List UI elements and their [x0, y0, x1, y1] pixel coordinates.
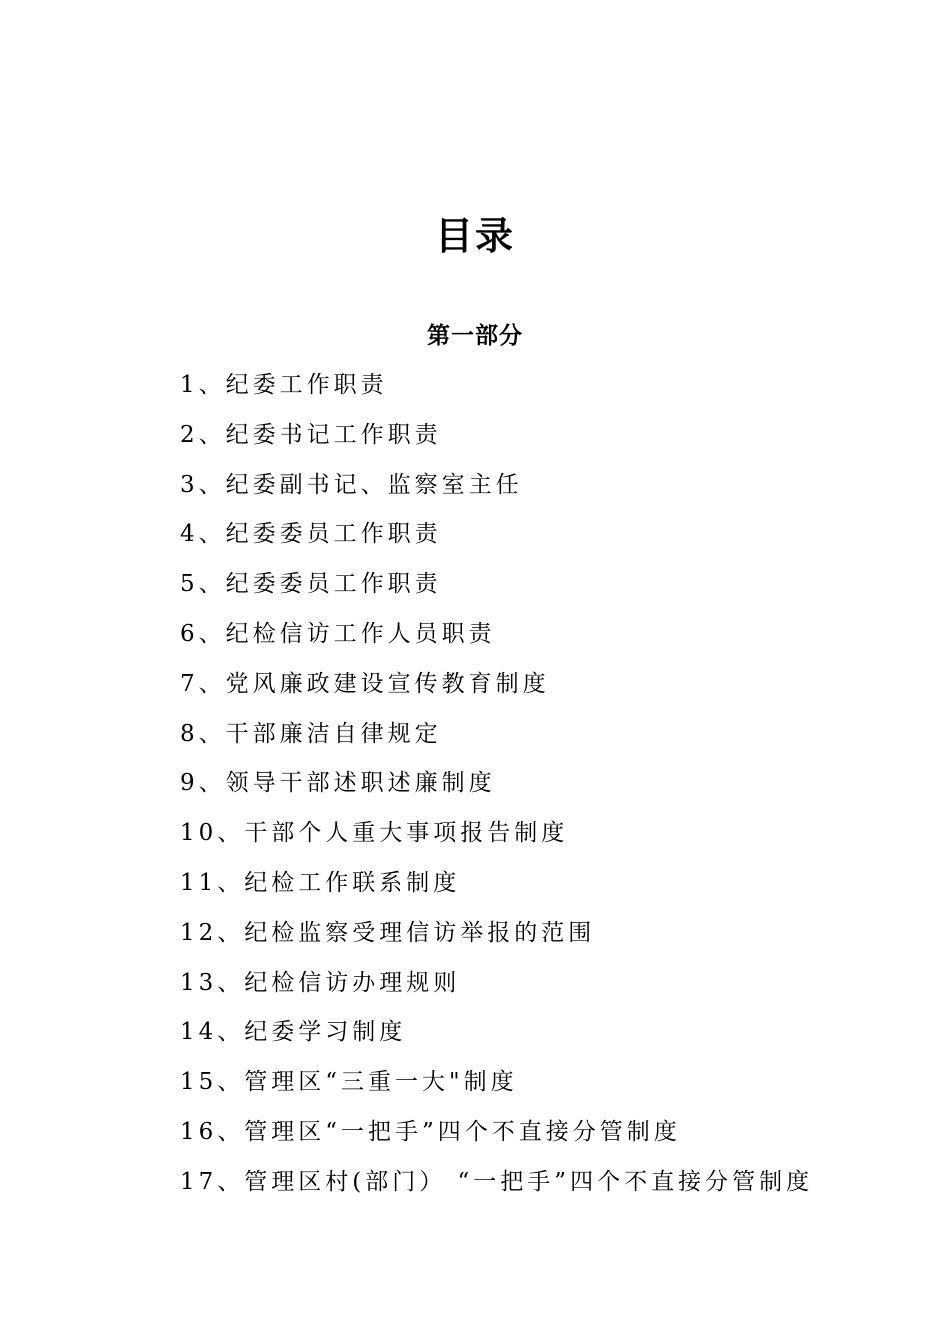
- section-heading: 第一部分: [427, 323, 523, 349]
- toc-item-2: 2、纪委书记工作职责: [180, 421, 442, 448]
- toc-item-7: 7、党风廉政建设宣传教育制度: [180, 670, 550, 697]
- toc-item-12: 12、纪检监察受理信访举报的范围: [180, 919, 596, 946]
- toc-item-9: 9、领导干部述职述廉制度: [180, 770, 496, 797]
- toc-item-14: 14、纪委学习制度: [180, 1019, 407, 1046]
- toc-item-17: 17、管理区村(部门） “一把手”四个不直接分管制度: [180, 1168, 814, 1195]
- toc-item-1: 1、纪委工作职责: [180, 372, 388, 398]
- toc-item-4: 4、纪委委员工作职责: [180, 521, 442, 548]
- toc-item-10: 10、干部个人重大事项报告制度: [180, 820, 569, 847]
- toc-item-11: 11、纪检工作联系制度: [180, 869, 461, 896]
- toc-item-5: 5、纪委委员工作职责: [180, 571, 442, 598]
- toc-item-13: 13、纪检信访办理规则: [180, 969, 461, 996]
- toc-item-8: 8、干部廉洁自律规定: [180, 720, 442, 747]
- toc-item-16: 16、管理区“一把手”四个不直接分管制度: [180, 1118, 681, 1145]
- toc-item-6: 6、纪检信访工作人员职责: [180, 620, 496, 647]
- table-of-contents: [180, 366, 813, 1213]
- toc-item-3: 3、纪委副书记、监察室主任: [180, 471, 523, 498]
- page-title: 目录: [434, 214, 515, 258]
- toc-item-15: 15、管理区“三重一大"制度: [180, 1069, 518, 1096]
